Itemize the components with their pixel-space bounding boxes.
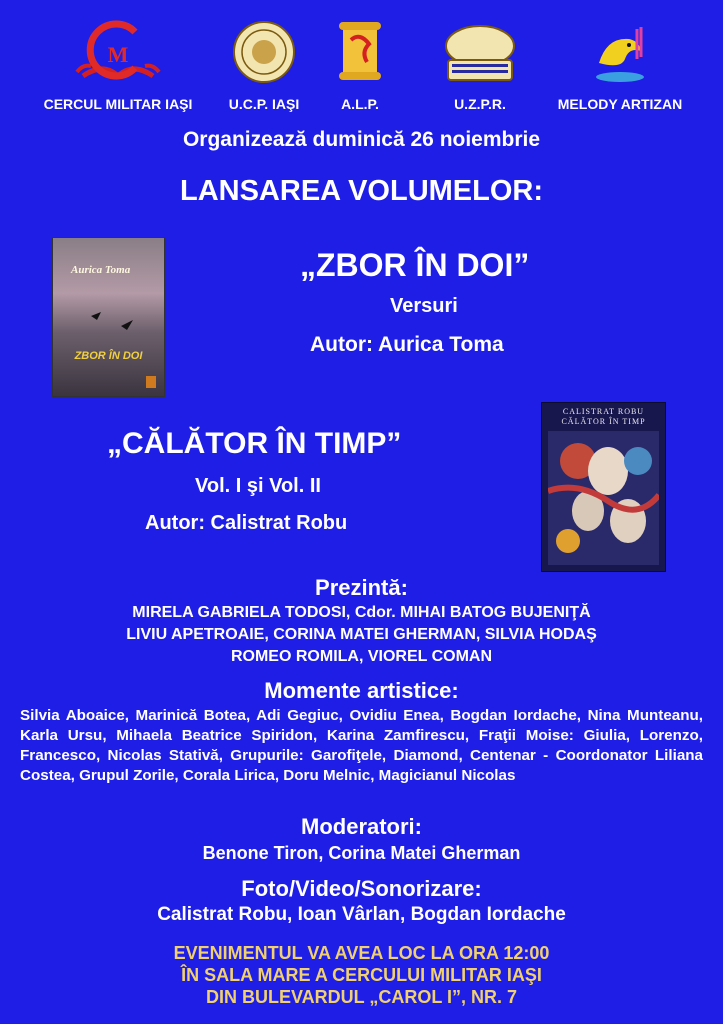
publisher-logo-icon — [146, 376, 156, 388]
uzpr-badge-icon — [420, 18, 540, 86]
artistic-heading: Momente artistice: — [264, 678, 459, 703]
cover2-author: CALISTRAT ROBU — [562, 407, 645, 416]
logo-alp — [320, 18, 400, 112]
media-heading: Foto/Video/Sonorizare: — [241, 876, 482, 901]
logo-cercul-militar — [28, 18, 208, 112]
cover1-title: ZBOR ÎN DOI — [74, 350, 143, 362]
media-names: Calistrat Robu, Ioan Vârlan, Bogdan Iordache — [157, 904, 566, 925]
svg-text:M: M — [107, 42, 129, 67]
presenters-line-1: MIRELA GABRIELA TODOSI, Cdor. MIHAI BATOG BUJENIŢĂ — [132, 604, 591, 621]
cover2-title: CĂLĂTOR ÎN TIMP — [561, 417, 646, 426]
book2-author: Autor: Calistrat Robu — [145, 512, 348, 534]
faces-painting-icon — [548, 431, 659, 565]
book1-author: Autor: Aurica Toma — [310, 333, 504, 356]
event-line-2: ÎN SALA MARE A CERCULUI MILITAR IAŞI — [181, 965, 542, 985]
book1-genre: Versuri — [390, 295, 458, 317]
event-line-1: EVENIMENTUL VA AVEA LOC LA ORA 12:00 — [173, 943, 550, 963]
birds-moon-icon — [81, 286, 141, 346]
book-cover-calator-in-timp — [541, 402, 666, 572]
melody-bird-icon — [540, 18, 700, 86]
artistic-names: Silvia Aboaice, Marinică Botea, Adi Gegiuc, Ovidiu Enea, Bogdan Iordache, Nina Munteanu, Karla Ursu, Mihaela Beatrice Spiridon, Karina Zamfirescu, Fraţii Moise: Giulia, Lorenzo, Francesco, Nicolas Stativă, Grupurile: Garofiţele, Diamond, Centenar - Coordonator Liliana Costea, Grupul Zorile, Corala Lirica, Doru Melnic, Magicianul Nicolas — [20, 707, 703, 784]
logo-label-alp: A.L.P. — [341, 96, 379, 112]
event-line-3: DIN BULEVARDUL „CAROL I”, NR. 7 — [205, 987, 518, 1007]
logo-label-uzpr: U.Z.P.R. — [454, 96, 506, 112]
presenters-heading: Prezintă: — [315, 575, 408, 600]
presenters-line-2: LIVIU APETROAIE, CORINA MATEI GHERMAN, SILVIA HODAŞ — [126, 626, 597, 643]
book2-title: „CĂLĂTOR ÎN TIMP” — [107, 427, 402, 460]
book2-volumes: Vol. I şi Vol. II — [195, 475, 321, 497]
cm-monogram-icon — [28, 18, 208, 86]
moderators-names: Benone Tiron, Corina Matei Gherman — [202, 843, 521, 863]
logo-ucp — [214, 18, 314, 112]
logo-label-melody: MELODY ARTIZAN — [557, 96, 683, 112]
logo-melody — [540, 18, 700, 112]
ucp-seal-icon — [214, 18, 314, 86]
organize-date: Organizează duminică 26 noiembrie — [182, 128, 541, 151]
book1-title: „ZBOR ÎN DOI” — [300, 247, 530, 283]
logo-uzpr — [420, 18, 540, 112]
cover1-author: Aurica Toma — [71, 264, 131, 276]
logo-label-ucp: U.C.P. IAŞI — [228, 96, 300, 112]
presenters-line-3: ROMEO ROMILA, VIOREL COMAN — [230, 648, 493, 665]
book-cover-zbor-in-doi — [52, 237, 165, 397]
logo-label-cercul: CERCUL MILITAR IAŞI — [43, 96, 193, 112]
launch-heading: LANSAREA VOLUMELOR: — [179, 175, 544, 207]
logo-row — [0, 18, 723, 118]
alp-scroll-icon — [320, 18, 400, 86]
moderators-heading: Moderatori: — [301, 814, 422, 839]
